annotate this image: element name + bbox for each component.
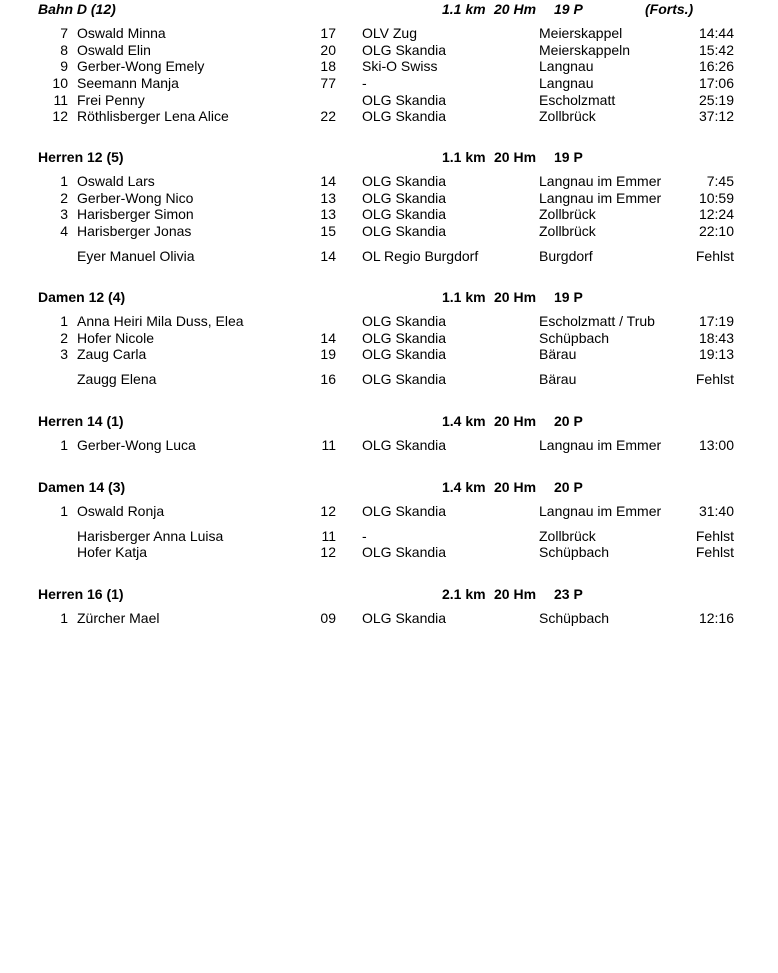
rank: 2 — [60, 329, 68, 346]
result-row — [0, 528, 778, 545]
hometown: Schüpbach — [539, 610, 610, 626]
club: OLG Skandia — [362, 206, 447, 223]
class-section — [0, 478, 778, 561]
runner-name: Harisberger Simon — [77, 206, 194, 223]
course-climb: 20 Hm — [494, 1, 537, 17]
hometown: Langnau im Emmer — [539, 437, 662, 453]
hometown: Schüpbach — [539, 544, 610, 561]
hometown: Langnau im Emmer — [539, 503, 662, 519]
club: OLG Skandia — [362, 223, 447, 240]
run-time: 37:12 — [698, 108, 734, 125]
rank: 1 — [60, 437, 68, 453]
rank: 1 — [60, 610, 68, 626]
class-section — [0, 412, 778, 454]
course-posts: 19 P — [554, 149, 583, 165]
runner-name: Seemann Manja — [77, 75, 179, 92]
run-time: 13:00 — [698, 437, 734, 453]
result-row — [0, 371, 778, 388]
class-title: Herren 14 (1) — [38, 413, 124, 429]
course-distance: 2.1 km — [442, 586, 486, 602]
course-climb: 20 Hm — [494, 586, 537, 602]
hometown: Langnau im Emmer — [539, 173, 662, 189]
birth-year: 13 — [320, 206, 336, 223]
birth-year: 14 — [320, 247, 336, 264]
birth-year: 17 — [320, 25, 336, 41]
class-section — [0, 288, 778, 388]
hometown: Zollbrück — [539, 223, 596, 240]
runner-name: Zaug Carla — [77, 346, 147, 363]
birth-year: 11 — [321, 527, 336, 544]
result-row — [0, 108, 778, 125]
rank: 8 — [60, 41, 68, 58]
class-section — [0, 148, 778, 264]
run-time: 22:10 — [698, 223, 734, 240]
birth-year: 14 — [320, 173, 336, 189]
runner-name: Zürcher Mael — [77, 610, 160, 626]
class-header — [0, 585, 778, 603]
rank: 7 — [60, 25, 68, 41]
club: OLG Skandia — [362, 610, 447, 626]
club: OLG Skandia — [362, 189, 447, 206]
run-time: 15:42 — [698, 41, 734, 58]
class-title: Herren 12 (5) — [38, 149, 124, 165]
rank: 4 — [60, 223, 68, 240]
club: OLG Skandia — [362, 503, 447, 519]
continued-note: (Forts.) — [645, 1, 694, 17]
club: OLG Skandia — [362, 544, 447, 561]
birth-year: 14 — [320, 329, 336, 346]
run-time: 17:19 — [698, 313, 734, 329]
result-row — [0, 173, 778, 190]
birth-year: 12 — [320, 503, 336, 519]
runner-name: Eyer Manuel Olivia — [77, 247, 195, 264]
runner-name: Oswald Elin — [77, 41, 151, 58]
runner-name: Frei Penny — [77, 91, 145, 108]
hometown: Bärau — [539, 371, 577, 388]
course-posts: 20 P — [554, 479, 583, 495]
run-time: 12:16 — [698, 610, 734, 626]
hometown: Bärau — [539, 346, 577, 363]
course-distance: 1.1 km — [442, 149, 486, 165]
rank: 3 — [60, 346, 68, 363]
result-row — [0, 313, 778, 330]
club: OLG Skandia — [362, 313, 447, 329]
club: OLG Skandia — [362, 173, 447, 189]
runner-name: Oswald Ronja — [77, 503, 165, 519]
course-posts: 19 P — [554, 1, 583, 17]
rank: 1 — [60, 503, 68, 519]
runner-name: Gerber-Wong Emely — [77, 58, 205, 75]
run-time: 31:40 — [698, 503, 734, 519]
result-row — [0, 42, 778, 59]
club: - — [362, 75, 367, 92]
course-posts: 19 P — [554, 289, 583, 305]
runner-name: Gerber-Wong Nico — [77, 189, 194, 206]
run-time: 18:43 — [698, 329, 734, 346]
club: Ski-O Swiss — [362, 58, 438, 75]
club: OLG Skandia — [362, 108, 447, 125]
class-header — [0, 412, 778, 430]
birth-year: 12 — [320, 544, 336, 561]
course-distance: 1.1 km — [442, 289, 486, 305]
hometown: Escholzmatt — [539, 91, 616, 108]
runner-name: Oswald Lars — [77, 173, 155, 189]
class-section — [0, 0, 778, 125]
hometown: Meierskappel — [539, 25, 623, 41]
rank: 1 — [60, 313, 68, 329]
result-row — [0, 346, 778, 363]
class-header — [0, 288, 778, 306]
birth-year: 19 — [320, 346, 336, 363]
course-posts: 23 P — [554, 586, 583, 602]
run-time: Fehlst — [695, 527, 734, 544]
result-row — [0, 610, 778, 627]
course-posts: 20 P — [554, 413, 583, 429]
rank: 1 — [60, 173, 68, 189]
result-row — [0, 25, 778, 42]
rank: 3 — [60, 206, 68, 223]
run-time: 10:59 — [698, 189, 734, 206]
birth-year: 13 — [320, 189, 336, 206]
club: OLG Skandia — [362, 346, 447, 363]
hometown: Zollbrück — [539, 206, 596, 223]
hometown: Langnau im Emmer — [539, 189, 662, 206]
result-row — [0, 190, 778, 207]
club: OLG Skandia — [362, 371, 447, 388]
course-climb: 20 Hm — [494, 289, 537, 305]
course-distance: 1.4 km — [442, 479, 486, 495]
birth-year: 77 — [320, 75, 336, 92]
birth-year: 22 — [320, 108, 336, 125]
course-climb: 20 Hm — [494, 413, 537, 429]
run-time: 7:45 — [706, 173, 734, 189]
club: OLV Zug — [362, 25, 417, 41]
course-distance: 1.4 km — [442, 413, 486, 429]
run-time: 12:24 — [698, 206, 734, 223]
runner-name: Oswald Minna — [77, 25, 166, 41]
birth-year: 11 — [321, 437, 336, 453]
club: OLG Skandia — [362, 41, 447, 58]
run-time: 19:13 — [698, 346, 734, 363]
class-title: Bahn D (12) — [38, 1, 116, 17]
result-row — [0, 248, 778, 265]
hometown: Langnau — [539, 58, 594, 75]
class-header — [0, 148, 778, 166]
birth-year: 16 — [320, 371, 336, 388]
runner-name: Gerber-Wong Luca — [77, 437, 196, 453]
club: - — [362, 527, 367, 544]
course-distance: 1.1 km — [442, 1, 486, 17]
result-row — [0, 330, 778, 347]
hometown: Zollbrück — [539, 108, 596, 125]
rank: 11 — [53, 91, 68, 108]
runner-name: Hofer Katja — [77, 544, 148, 561]
course-climb: 20 Hm — [494, 149, 537, 165]
class-title: Herren 16 (1) — [38, 586, 124, 602]
result-row — [0, 503, 778, 520]
runner-name: Anna Heiri Mila Duss, Elea — [77, 313, 244, 329]
runner-name: Harisberger Anna Luisa — [77, 527, 224, 544]
class-title: Damen 12 (4) — [38, 289, 126, 305]
club: OLG Skandia — [362, 91, 447, 108]
run-time: 25:19 — [698, 91, 734, 108]
rank: 9 — [60, 58, 68, 75]
result-row — [0, 58, 778, 75]
run-time: Fehlst — [695, 371, 734, 388]
hometown: Meierskappeln — [539, 41, 631, 58]
club: OLG Skandia — [362, 437, 447, 453]
runner-name: Röthlisberger Lena Alice — [77, 108, 229, 125]
course-climb: 20 Hm — [494, 479, 537, 495]
club: OLG Skandia — [362, 329, 447, 346]
birth-year: 18 — [320, 58, 336, 75]
rank: 10 — [52, 75, 68, 92]
result-row — [0, 75, 778, 92]
hometown: Burgdorf — [539, 247, 593, 264]
rank: 2 — [60, 189, 68, 206]
runner-name: Hofer Nicole — [77, 329, 155, 346]
hometown: Zollbrück — [539, 527, 596, 544]
result-row — [0, 223, 778, 240]
class-header — [0, 0, 778, 18]
result-row — [0, 437, 778, 454]
class-section — [0, 585, 778, 627]
club: OL Regio Burgdorf — [362, 247, 479, 264]
class-title: Damen 14 (3) — [38, 479, 126, 495]
result-row — [0, 92, 778, 109]
run-time: Fehlst — [695, 544, 734, 561]
runner-name: Harisberger Jonas — [77, 223, 192, 240]
run-time: 14:44 — [698, 25, 734, 41]
class-header — [0, 478, 778, 496]
result-row — [0, 206, 778, 223]
birth-year: 15 — [320, 223, 336, 240]
runner-name: Zaugg Elena — [77, 371, 157, 388]
run-time: 17:06 — [698, 75, 734, 92]
run-time: 16:26 — [698, 58, 734, 75]
result-row — [0, 544, 778, 561]
hometown: Langnau — [539, 75, 594, 92]
birth-year: 20 — [320, 41, 336, 58]
hometown: Escholzmatt / Trub — [539, 313, 655, 329]
birth-year: 09 — [320, 610, 336, 626]
rank: 12 — [52, 108, 68, 125]
hometown: Schüpbach — [539, 329, 610, 346]
run-time: Fehlst — [695, 247, 734, 264]
